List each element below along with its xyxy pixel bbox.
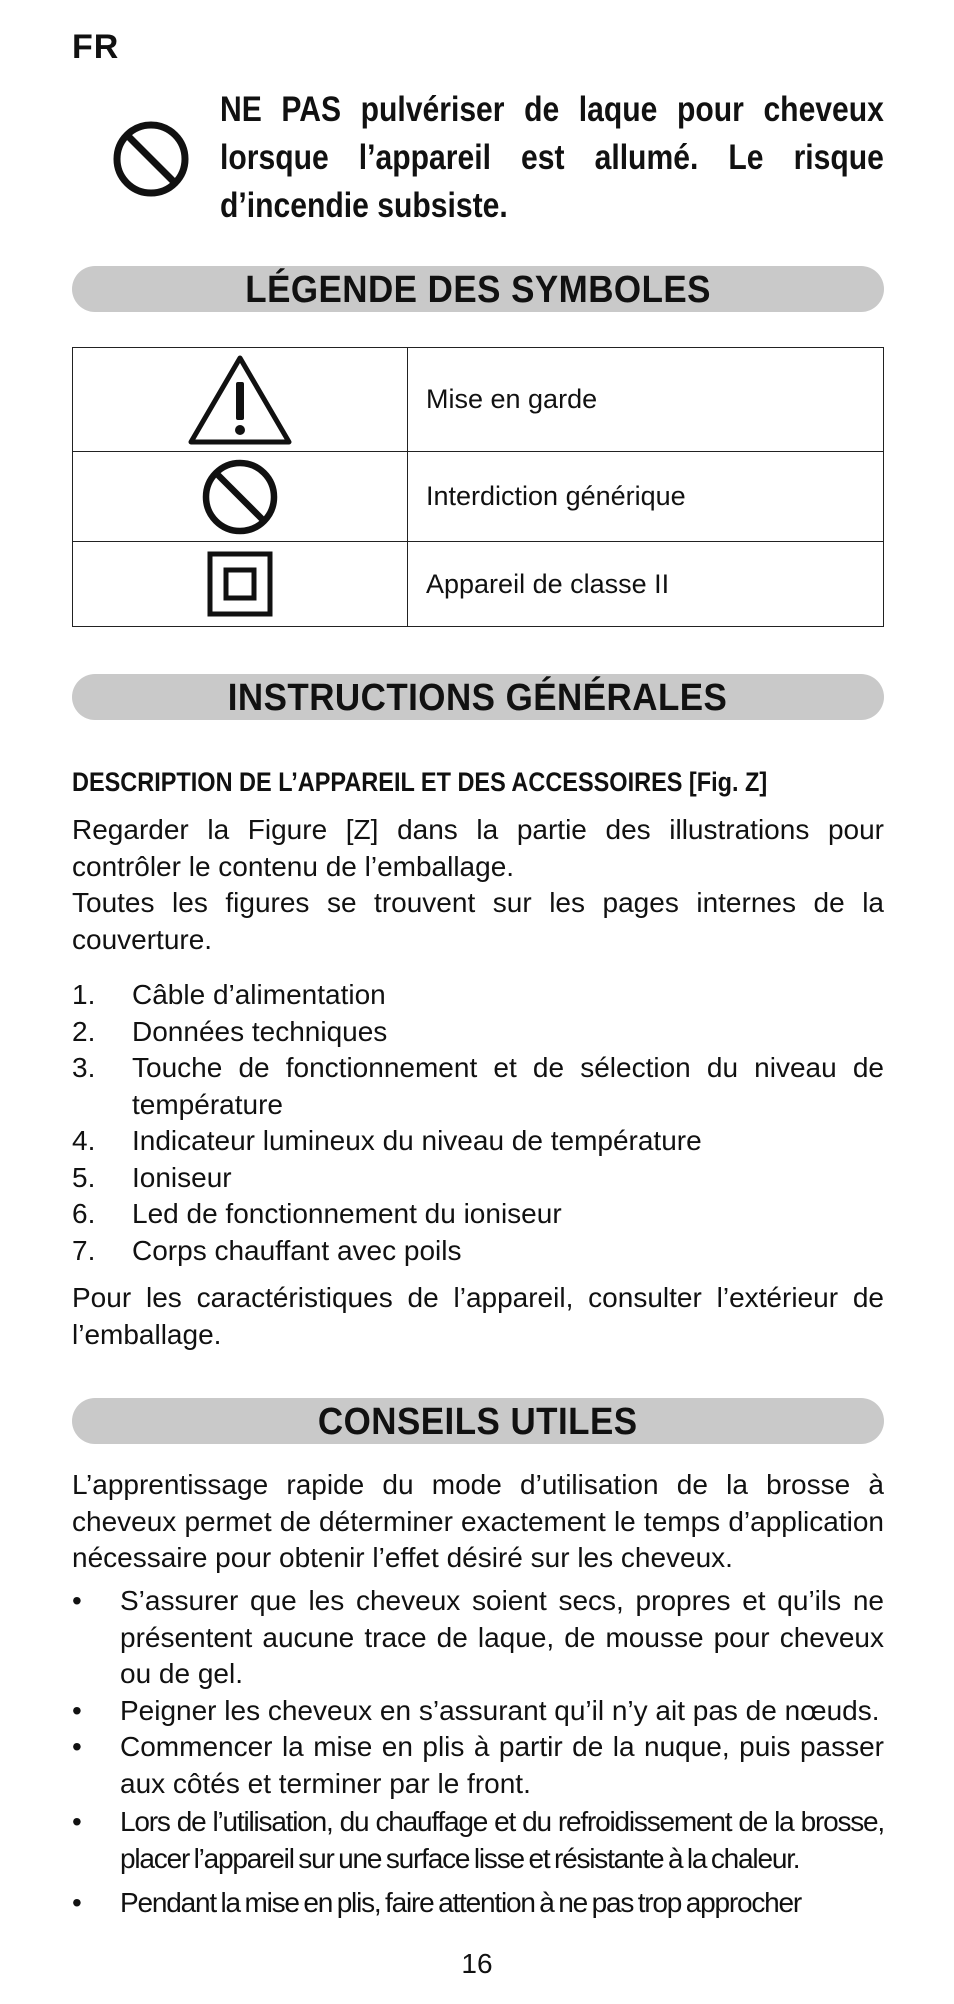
tips-list [72,1583,884,1922]
list-item: • Lors de l’utilisation, du chauffage et du refroidissement de la brosse, placer l’appareil sur une surface lisse et résistante à la chaleur. [72,1806,884,1874]
list-item: 2. Données techniques [72,1015,388,1047]
legend-label: Mise en garde [408,348,884,452]
prohibition-icon [200,457,280,537]
section-title-instructions: INSTRUCTIONS GÉNÉRALES [72,674,884,720]
list-item: 5. Ioniseur [72,1161,232,1193]
paragraph-intro-2: Toutes les figures se trouvent sur les pages internes de la couverture. [72,887,884,955]
class-ii-icon [206,550,274,618]
page-number: 16 [461,1948,493,1979]
list-item: • Pendant la mise en plis, faire attention à ne pas trop approcher [72,1887,802,1918]
accessories-list [72,977,884,1269]
warning-text: NE PAS pulvériser de laque pour cheveux lorsque l’appareil est allumé. Le risque d’incendie subsiste. [220,90,884,225]
list-item: 1. Câble d’alimentation [72,979,386,1010]
section-title-legend: LÉGENDE DES SYMBOLES [72,266,884,312]
paragraph-outro: Pour les caractéristiques de l’appareil, consulter l’extérieur de l’emballage. [72,1282,884,1350]
section-title-tips: CONSEILS UTILES [72,1398,884,1444]
legend-row [73,348,884,452]
symbol-legend-table [72,347,884,627]
legend-row [73,452,884,542]
hairspray-warning [72,86,884,236]
paragraph-intro-1: Regarder la Figure [Z] dans la partie des illustrations pour contrôler le contenu de l’emballage. [72,814,884,882]
list-item: 7. Corps chauffant avec poils [72,1234,462,1266]
legend-label: Interdiction générique [408,452,884,542]
warning-triangle-icon [185,352,295,448]
prohibition-icon [112,120,190,198]
list-item: • S’assurer que les cheveux soient secs, propres et qu’ils ne présentent aucune trace de laque, de mousse pour cheveux ou de gel. [72,1585,884,1689]
list-item: 4. Indicateur lumineux du niveau de température [72,1125,702,1156]
list-item: 3. Touche de fonctionnement et de sélection du niveau de température [72,1052,884,1120]
legend-row [73,542,884,627]
paragraph-tips-intro: L’apprentissage rapide du mode d’utilisation de la brosse à cheveux permet de déterminer exactement le temps d’application nécessaire pour obtenir l’effet désiré sur les cheveux. [72,1469,884,1573]
list-item: • Peigner les cheveux en s’assurant qu’il n’y ait pas de nœuds. [72,1694,880,1726]
list-item: • Commencer la mise en plis à partir de la nuque, puis passer aux côtés et terminer par le front. [72,1731,884,1799]
list-item: 6. Led de fonctionnement du ioniseur [72,1198,562,1229]
subheading-description: DESCRIPTION DE L’APPAREIL ET DES ACCESSOIRES [Fig. Z] [72,767,768,797]
legend-label: Appareil de classe II [408,542,884,627]
language-code: FR [72,28,120,66]
